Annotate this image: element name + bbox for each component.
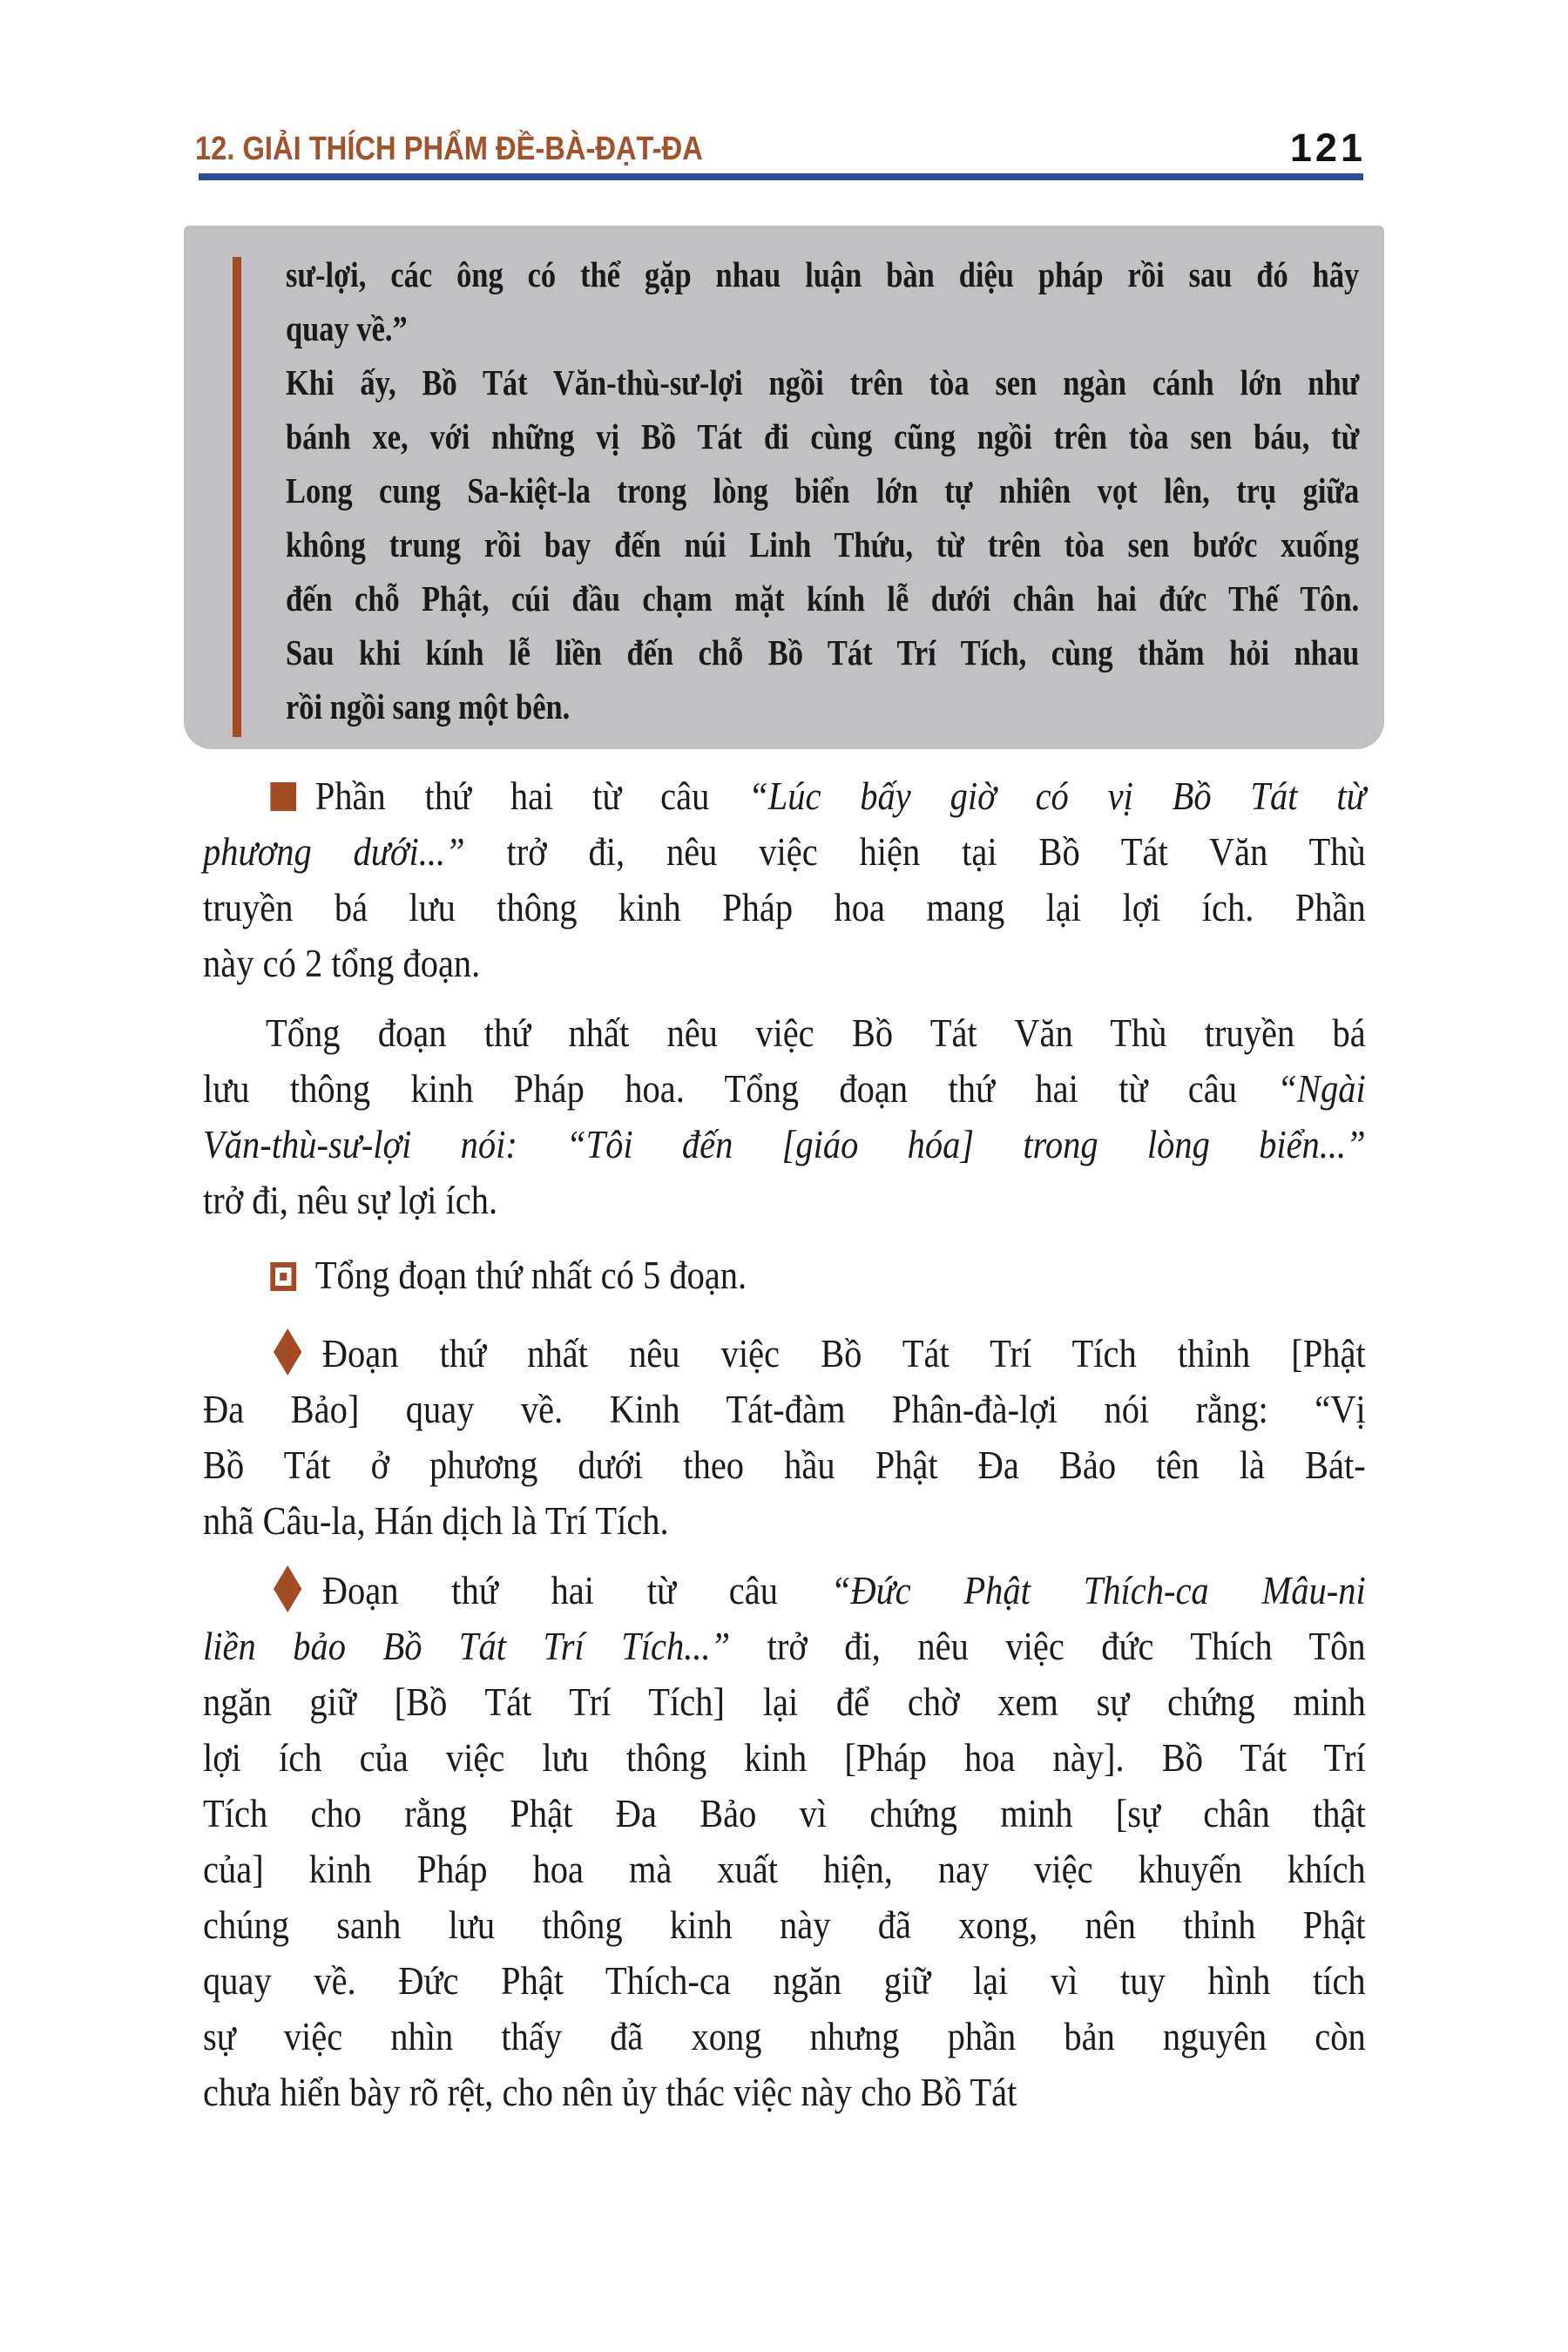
quote-line: đến chỗ Phật, cúi đầu chạm mặt kính lễ dưới chân hai đức Thế Tôn. bbox=[286, 578, 1360, 618]
text-line: ngăn giữ [Bồ Tát Trí Tích] lại để chờ xem sự chứng minh bbox=[203, 1680, 1366, 1724]
paragraph-3 bbox=[203, 1247, 1366, 1303]
text-line bbox=[203, 1563, 1366, 1619]
quote-text bbox=[286, 247, 1359, 733]
text-segment-italic: phương dưới...” bbox=[203, 830, 465, 874]
text-line: của] kinh Pháp hoa mà xuất hiện, nay việc khuyến khích bbox=[203, 1848, 1366, 1891]
text-line: chưa hiển bày rõ rệt, cho nên ủy thác việc này cho Bồ Tát bbox=[203, 2071, 1017, 2114]
text-line: Bồ Tát ở phương dưới theo hầu Phật Đa Bảo tên là Bát- bbox=[203, 1443, 1366, 1487]
text-segment: Tổng đoạn thứ nhất có 5 đoạn. bbox=[314, 1254, 747, 1297]
text-line bbox=[203, 768, 1366, 824]
paragraph-2 bbox=[203, 1005, 1366, 1228]
body-text bbox=[203, 768, 1366, 2120]
text-line: lợi ích của việc lưu thông kinh [Pháp hoa này]. Bồ Tát Trí bbox=[203, 1736, 1366, 1780]
paragraph-1 bbox=[203, 768, 1366, 991]
text-segment: trở đi, nêu việc hiện tại Bồ Tát Văn Thù bbox=[464, 830, 1366, 874]
text-segment-italic: liền bảo Bồ Tát Trí Tích...” bbox=[203, 1625, 731, 1668]
chapter-title: 12. GIẢI THÍCH PHẨM ĐỀ-BÀ-ĐẠT-ĐA bbox=[195, 131, 703, 167]
quote-line: rồi ngồi sang một bên. bbox=[286, 686, 571, 727]
text-line: nhã Câu-la, Hán dịch là Trí Tích. bbox=[203, 1499, 669, 1543]
quote-line: không trung rồi bay đến núi Linh Thứu, từ trên tòa sen bước xuống bbox=[286, 524, 1360, 564]
text-line bbox=[203, 1247, 1366, 1303]
text-segment-italic: “Ngài bbox=[1277, 1067, 1366, 1111]
page-number: 121 bbox=[1289, 125, 1366, 170]
quote-block bbox=[184, 226, 1384, 749]
text-line: truyền bá lưu thông kinh Pháp hoa mang lại lợi ích. Phần bbox=[203, 886, 1366, 929]
text-line bbox=[203, 824, 1366, 880]
header-rule bbox=[199, 173, 1363, 180]
text-line: trở đi, nêu sự lợi ích. bbox=[203, 1179, 498, 1222]
text-line: Tích cho rằng Phật Đa Bảo vì chứng minh [sự chân thật bbox=[203, 1792, 1366, 1835]
text-line bbox=[203, 1061, 1366, 1117]
text-segment: Đoạn thứ nhất nêu việc Bồ Tát Trí Tích thỉnh [Phật bbox=[321, 1332, 1366, 1375]
text-line: này có 2 tổng đoạn. bbox=[203, 942, 481, 985]
boxed-square-bullet-icon bbox=[270, 1262, 296, 1291]
quote-line: quay về.” bbox=[286, 308, 408, 348]
square-bullet-icon bbox=[270, 782, 296, 811]
quote-line: sư-lợi, các ông có thể gặp nhau luận bàn diệu pháp rồi sau đó hãy bbox=[286, 254, 1360, 294]
text-segment-italic: “Đức Phật Thích-ca Mâu-ni bbox=[830, 1569, 1366, 1612]
text-line bbox=[203, 1326, 1366, 1382]
quote-line: Khi ấy, Bồ Tát Văn-thù-sư-lợi ngồi trên tòa sen ngàn cánh lớn như bbox=[286, 362, 1360, 402]
diamond-bullet-icon bbox=[274, 1328, 301, 1375]
text-segment: Đoạn thứ hai từ câu bbox=[321, 1569, 831, 1612]
quote-line: bánh xe, với những vị Bồ Tát đi cùng cũng ngồi trên tòa sen báu, từ bbox=[286, 416, 1360, 456]
quote-line: Sau khi kính lễ liền đến chỗ Bồ Tát Trí Tích, cùng thăm hỏi nhau bbox=[286, 632, 1360, 672]
paragraph-5 bbox=[203, 1563, 1366, 2120]
text-line: Tổng đoạn thứ nhất nêu việc Bồ Tát Văn Thù truyền bá bbox=[266, 1011, 1366, 1055]
text-line: chúng sanh lưu thông kinh này đã xong, nên thỉnh Phật bbox=[203, 1903, 1366, 1947]
text-line: Văn-thù-sư-lợi nói: “Tôi đến [giáo hóa] trong lòng biển...” bbox=[203, 1123, 1366, 1166]
text-segment-italic: “Lúc bấy giờ có vị Bồ Tát từ bbox=[748, 774, 1366, 818]
text-line: quay về. Đức Phật Thích-ca ngăn giữ lại vì tuy hình tích bbox=[203, 1959, 1366, 2003]
paragraph-4 bbox=[203, 1326, 1366, 1549]
diamond-bullet-icon bbox=[274, 1565, 301, 1612]
text-line bbox=[203, 1619, 1366, 1674]
text-segment: Phần thứ hai từ câu bbox=[314, 774, 749, 818]
quote-line: Long cung Sa-kiệt-la trong lòng biển lớn tự nhiên vọt lên, trụ giữa bbox=[286, 470, 1360, 510]
text-segment: lưu thông kinh Pháp hoa. Tổng đoạn thứ hai từ câu bbox=[203, 1067, 1278, 1111]
text-line: sự việc nhìn thấy đã xong nhưng phần bản nguyên còn bbox=[203, 2015, 1366, 2058]
text-segment: trở đi, nêu việc đức Thích Tôn bbox=[730, 1625, 1366, 1668]
quote-accent-bar bbox=[233, 257, 241, 737]
text-line: Đa Bảo] quay về. Kinh Tát-đàm Phân-đà-lợi nói rằng: “Vị bbox=[203, 1388, 1366, 1431]
